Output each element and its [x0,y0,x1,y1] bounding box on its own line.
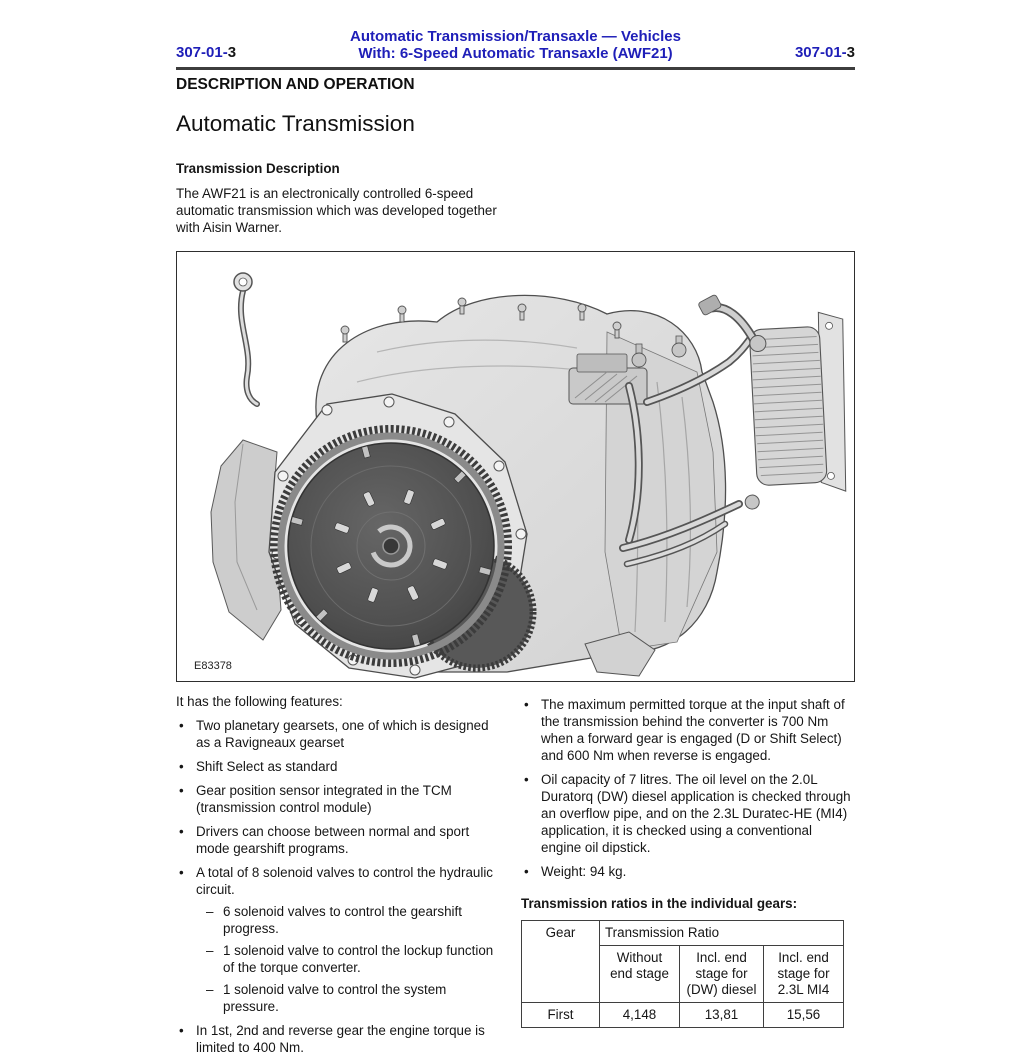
page-id-right-page: 3 [846,44,855,61]
section-title: DESCRIPTION AND OPERATION [176,76,415,93]
cell-value: 15,56 [764,1003,844,1028]
subsection-heading: Transmission Description [176,161,340,176]
transmission-illustration [177,252,853,680]
flywheel [274,429,508,663]
subsection-paragraph: The AWF21 is an electronically controlled 6-speed automatic transmission which was developed together with Aisin Warner. [176,186,497,235]
table-header-row [522,921,844,946]
page-id-left-page: 3 [227,44,237,61]
col-subheader: Incl. end stage for (DW) diesel [680,946,764,1003]
header-rule [176,67,855,70]
ratios-table [521,920,844,1028]
cell-value: 13,81 [680,1003,764,1028]
bullet-marker: • [179,865,184,880]
bullet-marker: • [524,772,529,787]
bullet-marker: • [179,1023,184,1038]
bullet-marker: • [179,759,184,774]
list-item: • Gear position sensor integrated in the TCM (transmission control module) [176,782,504,816]
col-subheader: Incl. end stage for 2.3L MI4 [764,946,844,1003]
doc-title-line2: With: 6-Speed Automatic Transaxle (AWF21) [358,45,673,62]
sub-list-item: – 6 solenoid valves to control the gearshift progress. [206,904,462,936]
list-item: • Drivers can choose between normal and sport mode gearshift programs. [176,823,504,857]
list-item: • A total of 8 solenoid valves to control the hydraulic circuit. [176,864,504,898]
ratios-heading: Transmission ratios in the individual gears: [521,896,798,911]
doc-title [350,28,681,62]
page-id-left-section: 307-01- [176,44,228,61]
bullet-marker: • [524,697,529,712]
features-intro: It has the following features: [176,694,343,709]
list-item: • In 1st, 2nd and reverse gear the engine torque is limited to 400 Nm. [176,1022,504,1056]
figure-label: E83378 [194,660,232,672]
sub-list-item: – 1 solenoid valve to control the system pressure. [206,982,447,1014]
cell-gear: First [522,1003,600,1028]
col-header-group: Transmission Ratio [600,921,844,946]
left-column [176,693,504,1056]
cell-value: 4,148 [600,1003,680,1028]
article-title: Automatic Transmission [176,111,415,136]
list-item: • Shift Select as standard [176,758,504,775]
list-item: • The maximum permitted torque at the input shaft of the transmission behind the converter is 700 Nm when a forward gear is engaged (D or Shift Select) and 600 Nm when reverse is engaged. [521,696,855,764]
page-id-left [176,44,236,62]
page-id-right-section: 307-01- [794,44,847,61]
dash-marker: – [206,943,214,958]
col-subheader: Without end stage [600,946,680,1003]
col-header-gear: Gear [522,921,600,1003]
doc-title-line1: Automatic Transmission/Transaxle — Vehicles [350,28,681,45]
list-item: • Two planetary gearsets, one of which is designed as a Ravigneaux gearset [176,717,504,751]
bullet-marker: • [179,824,184,839]
page-id-right [795,44,855,62]
body-columns [176,693,855,1056]
bullet-marker: • [179,783,184,798]
page-header [176,28,855,62]
manual-page [176,28,855,1056]
dash-marker: – [206,982,214,997]
right-column [521,693,855,1056]
list-item: • Oil capacity of 7 litres. The oil level on the 2.0L Duratorq (DW) diesel application is checked through an overflow pipe, and on the 2.3L Duratec-HE (MI4) application, it is checked using a conventional engine oil dipstick. [521,771,855,856]
breather-hose [234,273,257,404]
sub-list-item: – 1 solenoid valve to control the lockup function of the torque converter. [206,943,494,975]
list-item: • Weight: 94 kg. [521,863,855,880]
bullet-marker: • [179,718,184,733]
dash-marker: – [206,904,214,919]
figure-frame [176,251,855,682]
bullet-marker: • [524,864,529,879]
